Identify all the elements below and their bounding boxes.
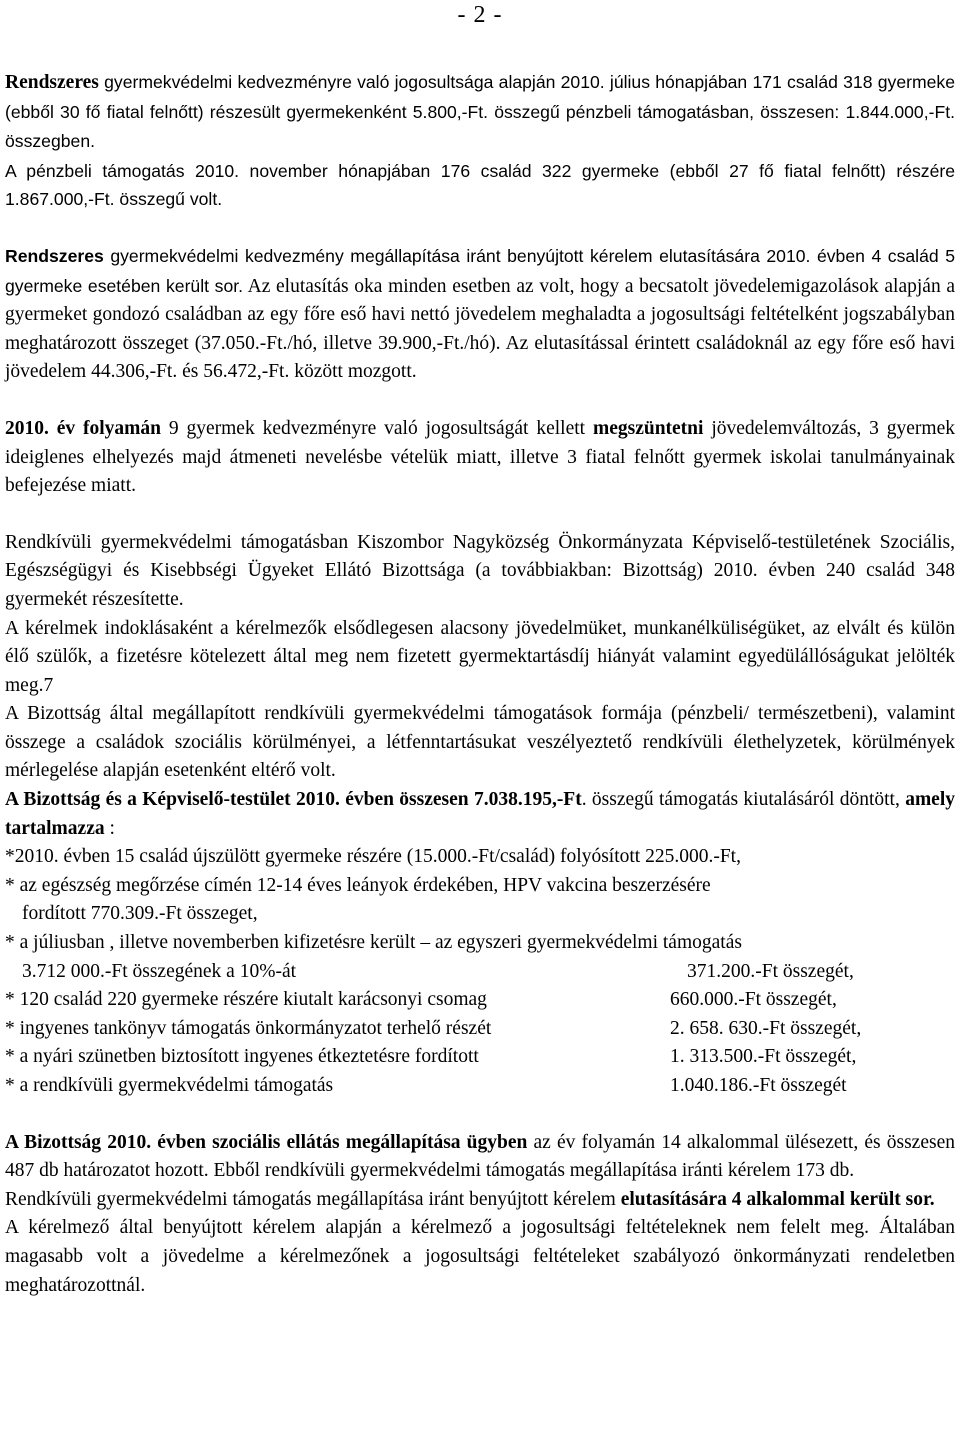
document-page: [5, 0, 955, 1300]
text: :: [104, 817, 115, 839]
item-value: 371.200.-Ft összegét,: [687, 960, 854, 982]
bold-text: 2010. év folyamán: [5, 417, 162, 439]
paragraph-rejection: [5, 242, 955, 387]
list-item: * az egészség megőrzése címén 12-14 éves leányok érdekében, HPV vakcina beszerzésére: [5, 874, 711, 896]
item-list: [5, 843, 955, 1100]
list-item-continuation: fordított 770.309.-Ft összeget,: [22, 903, 258, 925]
text: gyermekvédelmi kedvezményre való jogosultsága alapján 2010. július hónapjában 171 család 318 gyermeke (ebből 30 fő fiatal felnőtt) részesült gyermekenként 5.800,-Ft. összegű pénzbeli támogatásban, összesen: 1.844.000,-Ft. összegben.: [5, 72, 955, 152]
paragraph-forms: A Bizottság által megállapított rendkívüli gyermekvédelmi támogatások formája (pénzbeli/ természetbeni), valamint összege a családok szociális körülményei, a létfenntartásukat veszélyeztető rendkívüli élethelyzetek, körülmények mérlegelése alapján esetenként eltérő volt.: [5, 703, 955, 782]
item-value: 660.000.-Ft összegét,: [670, 989, 837, 1011]
text: az év folyamán 14 alkalommal ülésezett, és összesen 487 db határozatot hozott. Ebből rendkívüli gyermekvédelmi támogatás megállapítása iránti kérelem 173 db.: [5, 1131, 955, 1182]
list-item-row: [5, 1043, 955, 1072]
list-item-row: [5, 1072, 955, 1101]
text: . összegű támogatás kiutalásáról döntött,: [581, 789, 906, 811]
paragraph-termination: [5, 415, 955, 501]
paragraph-total: [5, 786, 955, 843]
item-desc: * 120 család 220 gyermeke részére kiutalt karácsonyi csomag: [5, 989, 487, 1011]
bold-lead: Rendszeres: [5, 72, 99, 93]
paragraph-committee: [5, 1129, 955, 1186]
text: Az elutasítás oka minden esetben az volt, hogy a becsatolt jövedelemigazolások alapján a gyermeket gondozó családban az egy főre eső havi nettó jövedelem meghaladta a jogosultsági feltételként jogszabályban meghatározott összeget (37.050.-Ft./hó, illetve 39.900,-Ft./hó). Az elutasítással érintett családoknál az egy főre eső havi jövedelem 44.306,-Ft. és 56.472,-Ft. között mozgott.: [5, 275, 956, 383]
text: Rendkívüli gyermekvédelmi támogatás megállapítása iránt benyújtott kérelem: [5, 1188, 621, 1210]
item-desc: * a nyári szünetben biztosított ingyenes étkeztetésre fordított: [5, 1046, 479, 1068]
paragraph-regular-benefit: [5, 68, 955, 157]
bold-text: elutasítására 4 alkalommal került sor.: [620, 1188, 935, 1210]
list-item-row: [5, 958, 955, 987]
bold-text: A Bizottság és a Képviselő-testület 2010. évben összesen 7.038.195,-Ft: [5, 789, 582, 811]
text: 9 gyermek kedvezményre való jogosultságát kellett: [161, 417, 593, 439]
paragraph-november: A pénzbeli támogatás 2010. november hónapjában 176 család 322 gyermeke (ebből 27 fő fiatal felnőtt) részére 1.867.000,-Ft. összegű volt.: [5, 160, 955, 210]
bold-text: amely tartalmazza: [5, 789, 956, 839]
text: gyermekvédelmi kedvezmény megállapítása iránt benyújtott kérelem elutasítására 2010. évben 4 család 5 gyermeke esetében került sor.: [5, 245, 955, 296]
item-desc: * ingyenes tankönyv támogatás önkormányzatot terhelő részét: [5, 1017, 492, 1039]
list-item: *2010. évben 15 család újszülött gyermeke részére (15.000.-Ft/család) folyósított 225.000.-Ft,: [5, 846, 741, 868]
list-item: * a júliusban , illetve novemberben kifizetésre került – az egyszeri gyermekvédelmi támogatás: [5, 932, 742, 954]
item-desc: 3.712 000.-Ft összegének a 10%-át: [22, 960, 297, 982]
text: jövedelemváltozás, 3 gyermek ideiglenes elhelyezés majd átmeneti nevelésbe vételük miatt, illetve 3 fiatal felnőtt gyermek iskolai tanulmányainak befejezése miatt.: [5, 417, 956, 497]
bold-text: A Bizottság 2010. évben szociális ellátás megállapítása ügyben: [5, 1131, 528, 1153]
page-number: - 2 -: [457, 2, 503, 28]
item-desc: * a rendkívüli gyermekvédelmi támogatás: [5, 1075, 334, 1096]
paragraph-extraordinary: Rendkívüli gyermekvédelmi támogatásban Kiszombor Nagyközség Önkormányzata Képviselő-testületének Szociális, Egészségügyi és Kisebbségi Ügyeket Ellátó Bizottsága (a továbbiakban: Bizottság) 2010. évben 240 család 348 gyermekét részesítette.: [5, 531, 955, 610]
item-value: 2. 658. 630.-Ft összegét,: [670, 1017, 862, 1039]
list-item-row: [5, 986, 955, 1015]
bold-lead: Rendszeres: [5, 245, 104, 266]
list-item-row: [5, 1015, 955, 1044]
item-value: 1.040.186.-Ft összegét: [670, 1075, 847, 1096]
bold-text: megszüntetni: [592, 417, 704, 439]
paragraph-reasons: A kérelmek indoklásaként a kérelmezők elsődlegesen alacsony jövedelmüket, munkanélküliségüket, az elvált és külön élő szülők, a fizetésre kötelezett által meg nem fizetett gyermektartásdíj hiányát valamint egyedülállóságukat jelölték meg.7: [5, 617, 955, 696]
item-value: 1. 313.500.-Ft összegét,: [670, 1046, 857, 1068]
paragraph-committee-rejection: [5, 1186, 955, 1215]
paragraph-conclusion: A kérelmező által benyújtott kérelem alapján a kérelmező a jogosultsági feltételeknek nem felelt meg. Általában magasabb volt a jövedelme a kérelmezőnek a jogosultsági feltételeket szabályozó önkormányzati rendeletben meghatározottnál.: [5, 1217, 955, 1296]
